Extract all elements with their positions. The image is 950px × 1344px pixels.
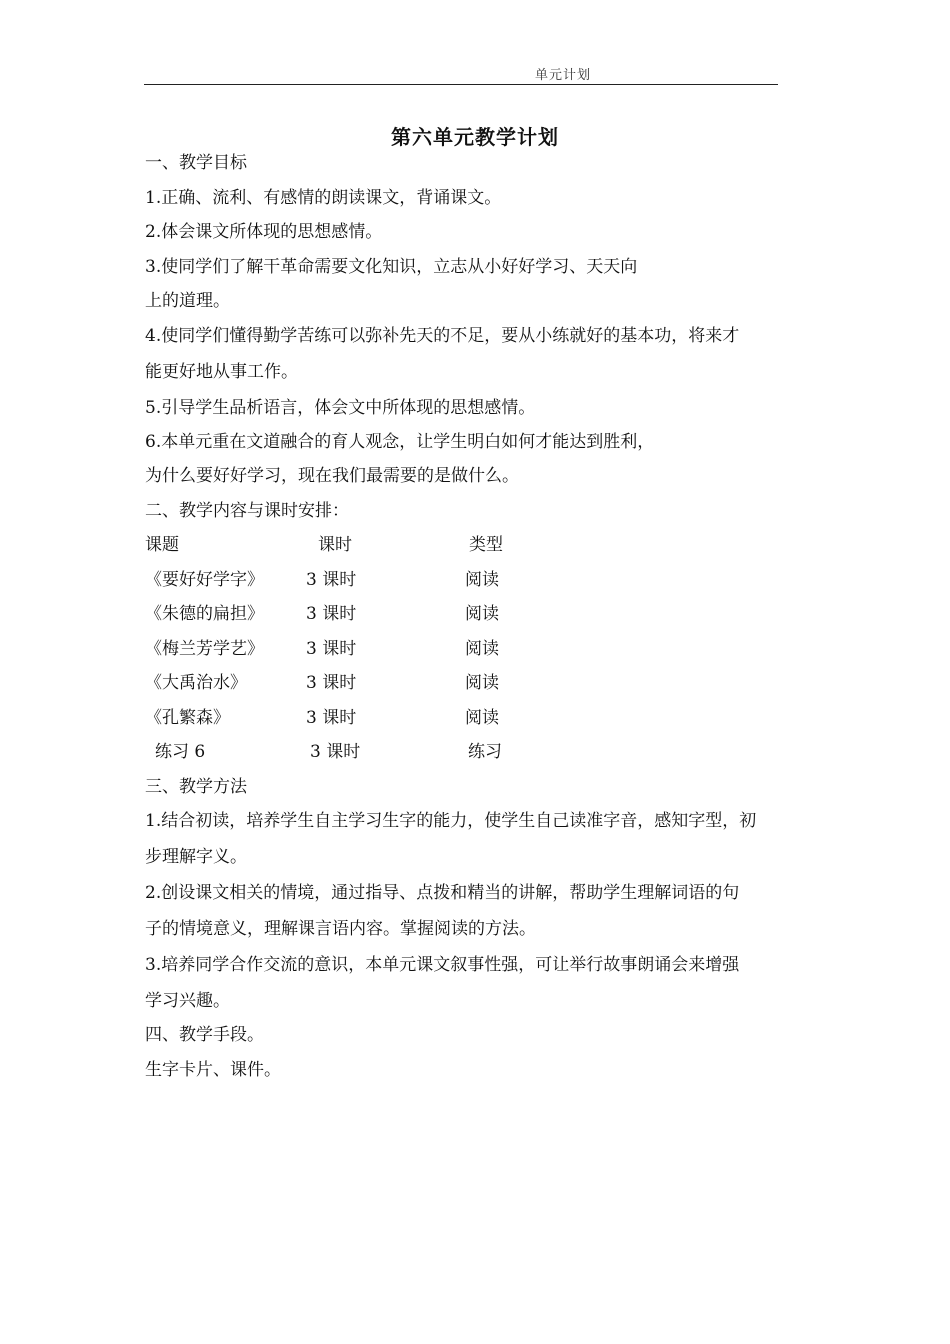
method-line: 学习兴趣。 <box>145 991 230 1011</box>
goal-line: 6.本单元重在文道融合的育人观念，让学生明白如何才能达到胜利， <box>145 432 655 452</box>
lesson-type: 阅读 <box>465 708 499 728</box>
section-heading-methods: 三、教学方法 <box>145 777 247 797</box>
section-heading-means: 四、教学手段。 <box>145 1025 264 1045</box>
goal-line: 1.正确、流利、有感情的朗读课文，背诵课文。 <box>145 188 502 208</box>
lesson-type: 阅读 <box>465 673 499 693</box>
page-header <box>144 60 778 85</box>
goal-line: 3.使同学们了解干革命需要文化知识，立志从小好好学习、天天向 <box>145 257 638 277</box>
lesson-type: 阅读 <box>465 604 499 624</box>
lesson-title: 练习 6 <box>155 742 206 762</box>
goal-line: 2.体会课文所体现的思想感情。 <box>145 222 383 242</box>
method-line: 3.培养同学合作交流的意识，本单元课文叙事性强，可让举行故事朗诵会来增强 <box>145 955 740 975</box>
method-line: 子的情境意义，理解课言语内容。掌握阅读的方法。 <box>145 919 536 939</box>
method-line: 1.结合初读，培养学生自主学习生字的能力，使学生自己读准字音，感知字型，初 <box>145 811 757 831</box>
column-header-lesson: 课题 <box>145 535 179 555</box>
lesson-title: 《朱德的扁担》 <box>145 604 264 624</box>
lesson-periods: 3 课时 <box>306 639 357 659</box>
lesson-periods: 3 课时 <box>306 570 357 590</box>
section-heading-content: 二、教学内容与课时安排： <box>145 501 349 521</box>
means-text: 生字卡片、课件。 <box>145 1060 281 1080</box>
lesson-periods: 3 课时 <box>310 742 361 762</box>
lesson-periods: 3 课时 <box>306 708 357 728</box>
lesson-title: 《大禹治水》 <box>145 673 247 693</box>
header-text: 单元计划 <box>535 68 592 83</box>
lesson-type: 阅读 <box>465 639 499 659</box>
method-line: 2.创设课文相关的情境，通过指导、点拨和精当的讲解，帮助学生理解词语的句 <box>145 883 740 903</box>
lesson-type: 阅读 <box>465 570 499 590</box>
lesson-periods: 3 课时 <box>306 673 357 693</box>
lesson-periods: 3 课时 <box>306 604 357 624</box>
lesson-title: 《要好好学字》 <box>145 570 264 590</box>
goal-line: 为什么要好好学习，现在我们最需要的是做什么。 <box>145 466 519 486</box>
lesson-title: 《梅兰芳学艺》 <box>145 639 264 659</box>
lesson-type: 练习 <box>468 742 502 762</box>
method-line: 步理解字义。 <box>145 847 247 867</box>
section-heading-goals: 一、教学目标 <box>145 153 247 173</box>
lesson-title: 《孔繁森》 <box>145 708 230 728</box>
goal-line: 4.使同学们懂得勤学苦练可以弥补先天的不足，要从小练就好的基本功，将来才 <box>145 326 740 346</box>
goal-line: 5.引导学生品析语言，体会文中所体现的思想感情。 <box>145 398 536 418</box>
goal-line: 上的道理。 <box>145 291 230 311</box>
column-header-type: 类型 <box>469 535 503 555</box>
column-header-periods: 课时 <box>318 535 352 555</box>
document-title: 第六单元教学计划 <box>391 125 559 149</box>
goal-line: 能更好地从事工作。 <box>145 362 298 382</box>
